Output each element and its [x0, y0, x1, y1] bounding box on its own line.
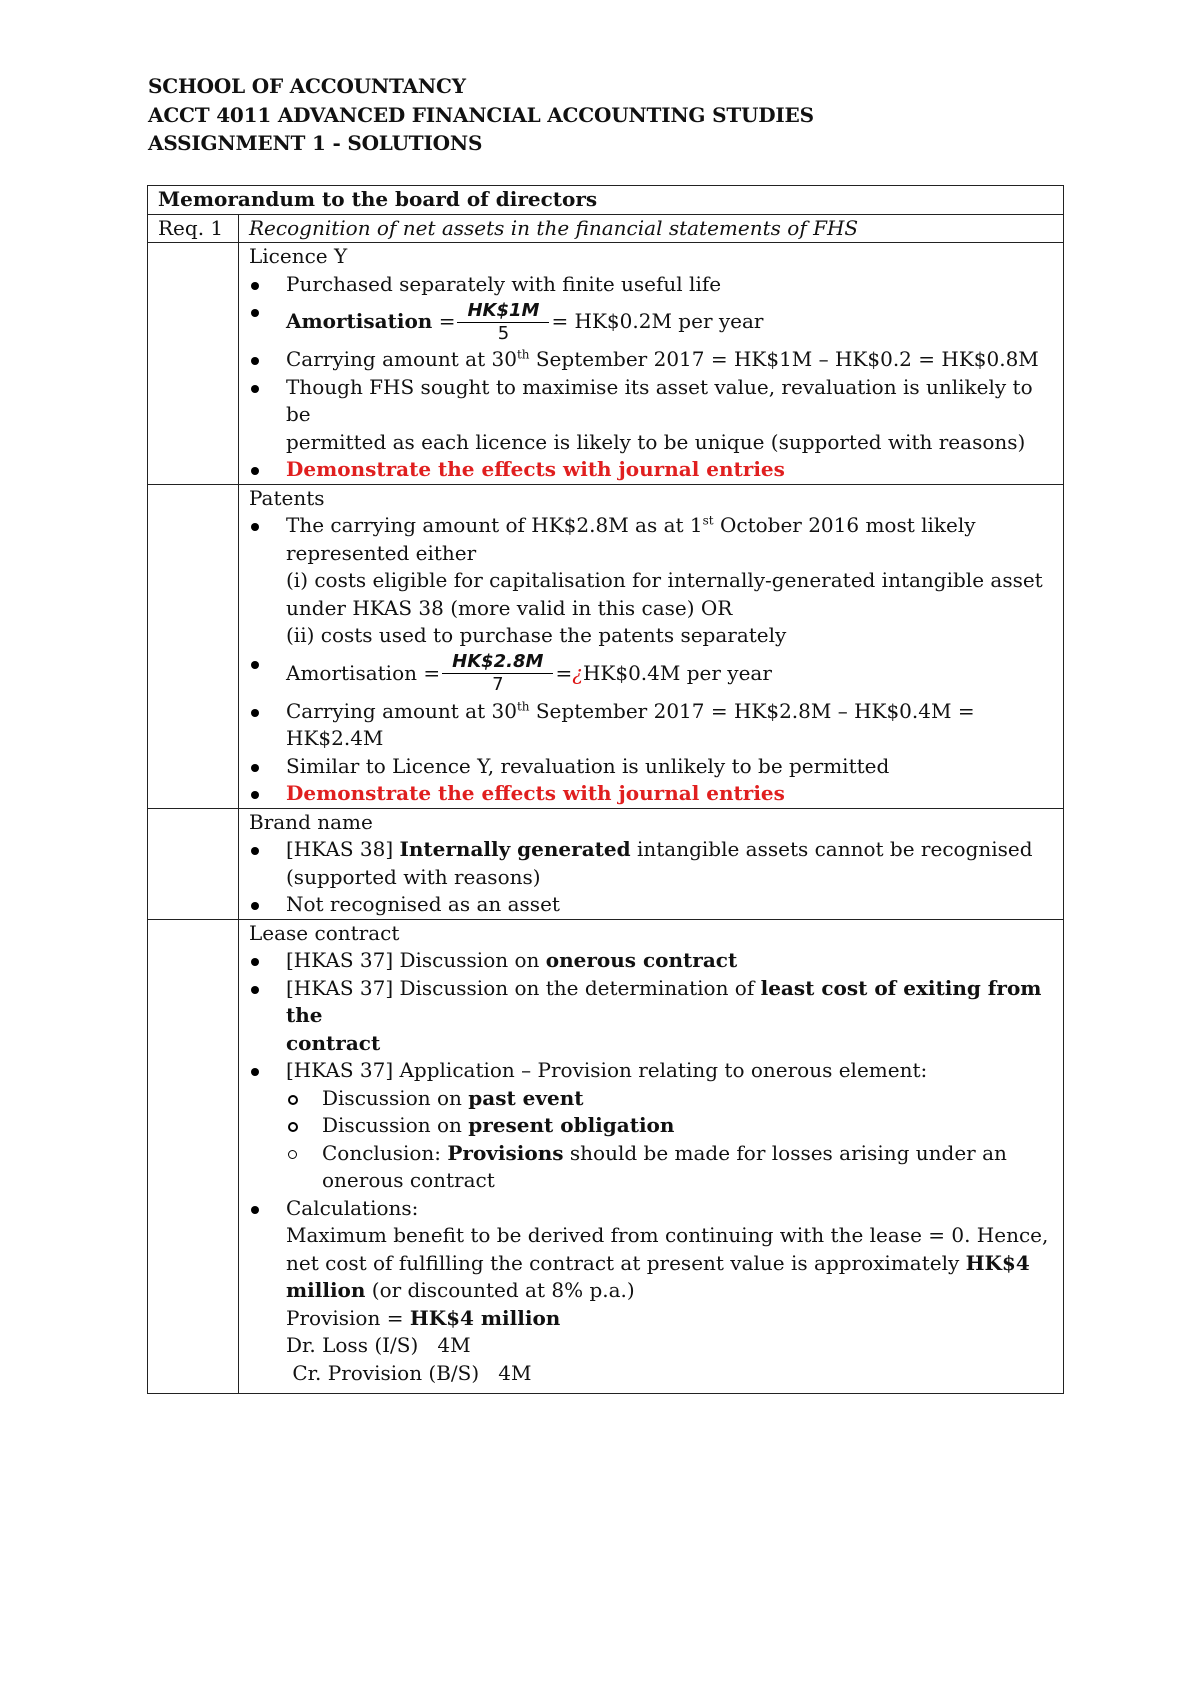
licence-amort-result: = HK$0.2M per year [551, 309, 764, 334]
patents-item-amortisation: Amortisation = $\frac{HK\$2.8M}{7}$ = ¿ HK$0.4M per year [249, 650, 1053, 698]
course-title: ACCT 4011 ADVANCED FINANCIAL ACCOUNTING STUDIES [148, 102, 814, 127]
memo-table [147, 185, 1064, 1394]
brand-item-not-recognised: Not recognised as an asset [249, 891, 1053, 919]
req-row [148, 214, 1064, 243]
patents-amort-result: HK$0.4M per year [582, 660, 772, 685]
lease-item-onerous: [HKAS 37] Discussion on onerous contract [249, 947, 1053, 975]
patents-cell [239, 484, 1064, 808]
brand-item-internal: [HKAS 38] Internally generated intangible assets cannot be recognised (supported with reasons) [249, 836, 1053, 891]
memo-title-row [148, 186, 1064, 215]
brand-row [148, 808, 1064, 919]
lease-sublist [249, 1085, 1053, 1195]
lease-heading: Lease contract [249, 920, 400, 945]
lease-cell [239, 919, 1064, 1394]
licence-item-carrying: Carrying amount at 30th September 2017 = HK$1M – HK$0.2 = HK$0.8M [249, 346, 1053, 374]
lease-sub-past-event: Discussion on past event [249, 1085, 1053, 1113]
fraction-denominator: 5 [457, 322, 549, 345]
brand-heading: Brand name [249, 809, 373, 834]
math-symbol: ¿ [572, 660, 583, 685]
licence-item-purchased: Purchased separately with finite useful life [249, 271, 1053, 299]
licence-list [249, 271, 1053, 484]
patents-amort-fraction [442, 651, 553, 696]
lease-item-calculations: Calculations: Maximum benefit to be derived from continuing with the lease = 0. Hence, net cost of fulfilling the contract at present value is approximately HK$4 million (or discounted at 8% p.a.) Provision = HK$4 million Dr. Loss (I/S) 4M Cr. Provision (B/S) 4M [249, 1195, 1053, 1388]
licence-item-journal: Demonstrate the effects with journal entries [249, 456, 1053, 484]
patents-row [148, 484, 1064, 808]
licence-heading: Licence Y [249, 244, 348, 268]
brand-list [249, 836, 1053, 919]
patents-item-journal: Demonstrate the effects with journal entries [249, 780, 1053, 808]
document-header [148, 72, 814, 158]
lease-item-application: [HKAS 37] Application – Provision relating to onerous element: Discussion on past event Discussion on present obligation Conclusion: Provisions should be made for losses arising under an onerous contract [249, 1057, 1053, 1195]
req-text: Recognition of net assets in the financial statements of FHS [239, 214, 1064, 243]
lease-sub-present-obligation: Discussion on present obligation [249, 1112, 1053, 1140]
memo-title: Memorandum to the board of directors [148, 186, 1064, 215]
fraction-numerator: HK$2.8M [452, 651, 544, 672]
assignment-title: ASSIGNMENT 1 - SOLUTIONS [148, 131, 483, 155]
lease-row [148, 919, 1064, 1394]
patents-list [249, 512, 1053, 808]
journal-debit: Dr. Loss (I/S) 4M [286, 1333, 471, 1357]
patents-heading: Patents [249, 485, 325, 510]
lease-item-least-cost: [HKAS 37] Discussion on the determination of least cost of exiting from the contract [249, 975, 1053, 1058]
patents-item-carrying-2017: Carrying amount at 30th September 2017 = HK$2.8M – HK$0.4M = HK$2.4M [249, 698, 1053, 753]
patents-item-carrying-2016: The carrying amount of HK$2.8M as at 1st October 2016 most likely represented either (i) costs eligible for capitalisation for internally-generated intangible asset under HKAS 38 (more valid in this case) OR (ii) costs used to purchase the patents separately [249, 512, 1053, 650]
patents-amort-label: Amortisation [286, 660, 417, 685]
school-name: SCHOOL OF ACCOUNTANCY [148, 74, 466, 98]
lease-list [249, 947, 1053, 1387]
licence-cell [239, 243, 1064, 485]
licence-amort-fraction [457, 300, 549, 345]
provision-line: Provision = HK$4 million [286, 1305, 561, 1330]
journal-credit: Cr. Provision (B/S) 4M [286, 1360, 532, 1385]
licence-item-amortisation: Amortisation = $\frac{HK\$1M}{5}$ = HK$0.2M per year [249, 298, 1053, 346]
licence-row [148, 243, 1064, 485]
req-label: Req. 1 [148, 214, 239, 243]
patents-item-revaluation: Similar to Licence Y, revaluation is unlikely to be permitted [249, 753, 1053, 781]
licence-item-revaluation: Though FHS sought to maximise its asset value, revaluation is unlikely to be permitted as each licence is likely to be unique (supported with reasons) [249, 374, 1053, 457]
fraction-denominator: 7 [442, 673, 553, 696]
licence-amort-label: Amortisation [286, 309, 433, 334]
brand-cell [239, 808, 1064, 919]
fraction-numerator: HK$1M [467, 299, 540, 321]
lease-sub-conclusion: Conclusion: Provisions should be made for losses arising under an onerous contract [249, 1140, 1053, 1195]
